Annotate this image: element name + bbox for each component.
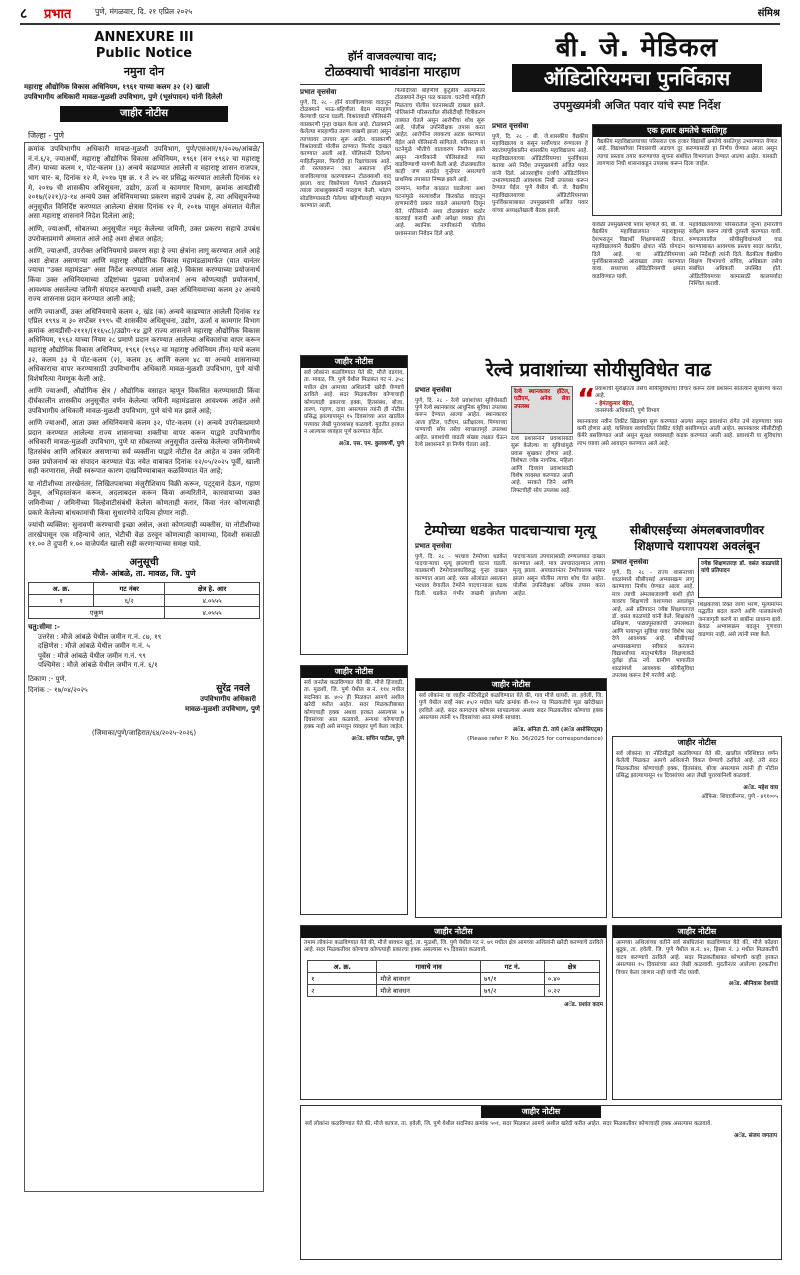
story-railway	[415, 358, 782, 518]
table-row	[308, 972, 600, 984]
callout-text: ज्येष्ठ शिक्षणतज्ज्ञ डॉ. वसंत काळपांडे यांचे प्रतिपादन	[701, 561, 779, 575]
table-cell: ०.४०	[544, 972, 599, 984]
table-header: गावाचे नाव	[377, 960, 481, 972]
annexure-title: ANNEXURE III	[94, 30, 194, 45]
place-line: ठिकाण :- पुणे.	[28, 674, 67, 683]
story-horn-dispute	[300, 50, 485, 350]
divider	[300, 84, 485, 85]
signatory-name: सुरेंद्र नवले	[216, 683, 250, 694]
boundary-east: पूर्वेस : मौजे आंबळे येथील जमीन ग.नं. ९९	[38, 651, 146, 660]
form-name: नमुना दोन	[123, 65, 165, 78]
story-body: पुणे, दि. २८ - हॉर्न वाजविल्याच्या वादातून टोळक्याने भाऊ-बहिणीला बेदम मारहाण केल्याची घटना घडली. विश्रांतवाडी पोलिसांनी याप्रकरणी गुन्हा दाखल केला आहे. टोळक्याने केलेल्या मारहाणीत तरुण जखमी झाला असून त्याच्यावर उपचार सुरू आहेत. याप्रकरणी विश्रांतवाडी पोलीस ठाण्यात फिर्याद दाखल करण्यात आली आहे. पोलिसांनी दिलेल्या माहितीनुसार, फिर्यादी हा रिक्षाचालक आहे. तो रस्त्यावरून जात असताना हॉर्न वाजविल्याच्या कारणावरून टोळक्याशी वाद झाला. वाद विकोपाला गेल्याने टोळक्याने त्याला लाथाबुक्क्यांनी मारहाण केली. भांडण सोडविण्यासाठी गेलेल्या बहिणीलाही मारहाण करण्यात आली.	[300, 99, 391, 210]
annexure-notice	[24, 30, 264, 1265]
notice-heading: जाहीर नोटीस	[60, 106, 228, 122]
act-line-2: उपविभागीय अधिकारी मावळ-मुळशी उपविभाग, पुणे (भूसंपादन) यांनी दिलेली	[24, 92, 223, 101]
section-name: संमिश्र	[757, 8, 780, 19]
story-body: यावेळी उपमुख्यमंत्री पवार म्हणाले की, बी. जे. वैद्यकीय महाविद्यालयात महाराष्ट्रासह देशभरातून विद्यार्थी शिक्षणासाठी येतात. महाविद्यालयाने वैद्यकीय क्षेत्रात मोठे योगदान दिले आहे. या ऑडिटोरियमच्या पुनर्विकासासाठी आराखडा तयार करण्यात यावा. सध्याच्या ऑडिटोरियमची क्षमता वाढविण्यात यावी.	[592, 222, 685, 280]
notice-sign: अॅड. संजय जगताप	[734, 1133, 777, 1140]
story-headline: टोळक्याची भावंडांना मारहाण	[324, 65, 461, 80]
table-cell: १	[308, 972, 377, 984]
table-cell: मौजे बावधन	[377, 972, 481, 984]
notice-heading: जाहीर नोटीस	[613, 926, 781, 938]
quote-text: प्रवाशांची सुरक्षितता तसेच सोयीसुविधांचा विचार करून रेल्वे प्रशासन सातत्याने सुधारणा करत आहे.	[595, 386, 782, 400]
highlight-text: रेल्वे स्थानकावर हॉटेल, एटीएम, अनेक सेवा उपलब्ध	[514, 389, 570, 410]
highlight-box	[511, 386, 573, 434]
boundary-north: उत्तरेस : मौजे आंबळे येथील जमीन ग.नं. ८७, १९	[38, 632, 162, 641]
story-body: पुणे, दि. २८ - भरधाव टेम्पोच्या धडकेत पादचाऱ्याचा मृत्यू झाल्याची घटना घडली. याप्रकरणी टेम्पोचालकाविरुद्ध गुन्हा दाखल करण्यात आला आहे. रस्ता ओलांडत असताना भरधाव वेगातील टेम्पोने पादचाऱ्याला धडक दिली. धडकेत गंभीर जखमी झालेल्या पादचाऱ्याला उपचारासाठी रुग्णालयात दाखल करण्यात आले, मात्र उपचारादरम्यान त्याचा मृत्यू झाला. अपघातानंतर टेम्पोचालक पसार झाला असून पोलीस त्याचा शोध घेत आहेत. पोलीस उपनिरीक्षक अधिक तपास करत आहेत.	[415, 553, 605, 597]
notice-sign: अॅड. प्रशांत कदम	[564, 1001, 603, 1008]
notice-sign: अॅड. सचिन पाटील, पुणे	[351, 735, 404, 742]
story-body: दरम्यान, मागील काळात घडलेल्या अशा घटनांमुळे रस्त्यावरील किरकोळ वादातून हाणामारीचे प्रकार वाढले असल्याचे दिसून येते. पोलिसांनी अशा टोळक्यांवर कठोर कारवाई करावी अशी अपेक्षा व्यक्त होत आहे. स्थानिक नागरिकांनी पोलीस प्रशासनाला निवेदन दिले आहे.	[395, 186, 485, 237]
boundary-title: चतु:सीमा :-	[28, 622, 60, 631]
story-body: पुणे, दि. २८ - बी. जे.शासकीय वैद्यकीय महाविद्यालय व ससून सर्वोपचार रुग्णालय हे स्वातंत्र्यपूर्वकालीन शासकीय महाविद्यालय आहे. महाविद्यालयाच्या ऑडिटोरियमचा पुनर्विकास करावा असे निर्देश उपमुख्यमंत्री अजित पवार यांनी दिले. आंतरराष्ट्रीय दर्जाचे ऑडिटोरियम उभारण्यासाठी आवश्यक निधी उपलब्ध करून देण्यात येईल. पुणे येथील बी. जे. वैद्यकीय महाविद्यालयाच्या ऑडिटोरियमच्या पुनर्विकासाबाबत उपमुख्यमंत्री अजित पवार यांच्या अध्यक्षतेखाली बैठक झाली.	[492, 133, 588, 214]
table-cell: ६/२	[94, 594, 165, 606]
notice-heading: जाहीर नोटीस	[301, 356, 407, 368]
signatory-office: मावळ-मुळशी उपविभाग, पुणे	[185, 704, 260, 713]
sidebar-body: वैद्यकीय महाविद्यालयाच्या परिसरात एक हजार विद्यार्थी क्षमतेचे वसतिगृह उभारण्यात येणार आहे. विद्यार्थ्यांच्या निवासाची अडचण दूर करण्यासाठी हा निर्णय घेण्यात आला असून त्याचा प्रस्ताव तयार करण्याच्या सूचना संबंधित विभागाला देण्यात आल्या आहेत. यासाठी लागणारा निधी शासनाकडून उपलब्ध करून दिला जाईल.	[597, 139, 777, 168]
notice-para-2: आणि, ज्याअर्थी, सोबतच्या अनुसूचीत नमूद केलेल्या जमिनी, उक्त प्रकरण सहाचे उपबंध उपरोक्तप्रमाणे अंमलात आले आहे अशा क्षेत्रात आहेत;	[28, 224, 260, 243]
schedule-subtitle: मौजे- आंबळे, ता. मावळ, जि. पुणे	[92, 568, 196, 578]
quote-attribution: - हेमंतकुमार बेहेरा,	[595, 400, 635, 407]
story-headline: सीबीएसईच्या अंमलबजावणीवर	[629, 523, 765, 537]
annexure-subtitle: Public Notice	[95, 46, 193, 61]
story-body: रेल्वे प्रशासनाने प्रवाशांसाठी सुरू केलेल्या या सुविधांमुळे प्रवास सुखकर होणार आहे. विशेषतः ज्येष्ठ नागरिक, महिला आणि दिव्यांग प्रवाशांसाठी विशेष व्यवस्था करण्यात आली आहे. सरकते जिने आणि लिफ्टचीही सोय उपलब्ध आहे.	[511, 436, 573, 494]
notice-para-1: क्रमांक उपविभागीय अधिकारी मावळ-मुळशी उपविभाग, पुणे/एसआर/१/२०२७/आंबळे/नं.नं.६/२, ज्याअर्थी, महाराष्ट्र औद्योगिक विकास अधिनियम, १९६१ (सन १९६२ चा महाराष्ट्र तीन) याच्या कलम १, पोट-कलम (३) अन्वये काढण्यात आलेली व महाराष्ट्र शासन राजपत्र, भाग चार- ब, दिनांक १२ मे, २०१७ पृष्ठ क्र. १ ते २५ वर प्रसिद्ध करण्यात आलेली दिनांक १२ मे, २०१७ ची शासकीय अधिसूचना, उद्योग, ऊर्जा व कामगार विभाग, क्रमांक आयडीसी २०१७/(२२१)/३-१४ अन्वये उक्त अधिनियमाच्या प्रकरण सहाचे उपबंध हे, त्या अधिसूचनेच्या अनुसूचीत विनिर्दिष्ट करण्यात आलेल्या क्षेत्रास दिनांक १२ मे, २०१७ पासून अंमलात येतील असा महाराष्ट्र शासनाने निदेश दिलेला आहे;	[28, 145, 260, 221]
story-tempo-accident	[415, 522, 605, 672]
notice-5	[300, 925, 607, 1100]
story-kicker: हॉर्न वाजवल्याचा वाद;	[348, 50, 437, 63]
notice-heading: जाहीर नोटीस	[481, 1106, 601, 1118]
table-cell: मौजे बावधन	[377, 984, 481, 996]
story-byline: प्रभात वृत्तसेवा	[612, 558, 649, 566]
callout-box	[698, 558, 782, 598]
notice-body: सर्व लोकांना या जाहीर नोटिसीद्वारे कळविण्यात येते की, गाव मौजे धायरी, ता. हवेली, जि. पुणे येथील सर्व्हे नंबर ४५/२ मधील फ्लॅट क्रमांक बी-१०२ या मिळकतीचे मूळ खरेदीखत हरविले आहे. सदर कागदपत्र कोणास सापडल्यास अथवा सदर मिळकतीवर कोणाचा हक्क असल्यास त्यांनी १५ दिवसांच्या आत संपर्क साधावा.	[419, 693, 603, 722]
notice-4	[612, 736, 782, 918]
notice-body-frame	[24, 142, 264, 1192]
brand-logo: प्रभात	[44, 7, 72, 22]
table-header: क्षेत्र	[544, 960, 599, 972]
notice-para-7: या नोटीशीच्या तारखेनंतर, लिखितपत्राच्या मंजुरीशिवाय विक्री करून, पट्ट्याने देऊन, गहाण ठेवून, अभिहस्तांकन करून, अदलाबदल करून किंवा अन्यरितीने, कारवायाच्या उक्त जमिनीच्या / जमिनीच्या विल्हेवाटीसंबंधी केलेला कोणताही करार, किंवा नंतर कोणत्याही प्रकारे केलेल्या बांधकामांची किंवा सुधारणेचे दायित्व होणार नाही.	[28, 479, 260, 517]
table-header: अ. क्र.	[308, 960, 377, 972]
page-number: ८	[20, 6, 28, 22]
notice-body: सर्व जनतेस कळविण्यात येते की, मौजे हिंजवडी, ता. मुळशी, जि. पुणे येथील स.नं. ११४ मधील सदनिका क्र. ४०२ ही मिळकत आमचे अशील खरेदी करीत आहेत. सदर मिळकतीबाबत कोणाचाही हक्क अथवा हरकत असल्यास ७ दिवसांच्या आत कळवावे, अन्यथा कोणाचाही हक्क नाही असे समजून व्यवहार पूर्ण केला जाईल.	[304, 680, 404, 731]
story-cbse	[612, 522, 782, 732]
table-cell: ४.०५५५	[165, 606, 260, 618]
quote-role: जनसंपर्क अधिकारी, पुणे विभाग	[595, 408, 660, 415]
notice-ref: (Please refer P. No. 36/2025 for correspondence)	[467, 736, 603, 743]
table-cell: एकूण	[29, 606, 165, 618]
notice-sign: अॅड. एस. एम. कुलकर्णी, पुणे	[338, 440, 404, 447]
story-headline: रेल्वे प्रवाशांच्या सोयीसुविधेत वाढ	[485, 359, 712, 381]
notice-sign: अॅड. श्रीनिवास देशपांडे	[728, 981, 778, 988]
notice-para-4: आणि ज्याअर्थी, उक्त अधिनियमाचे कलम २, खंड (क) अन्वये काढण्यात आलेली दिनांक १४ एप्रिल १९९४ व ३० सप्टेंबर १९९५ ची शासकीय अधिसूचना, उद्योग, ऊर्जा व कामगार विभाग क्रमांक आयडीसी-२१११/(११६५८)/उद्योग-१४ द्वारे राज्य शासनाने महाराष्ट्र औद्योगिक विकास अधिनियम, १९६२ याच्या नियम २८ प्रमाणे प्रदान करण्यात आलेल्या अधिकारांचा वापर करून महाराष्ट्र औद्योगिक विकास अधिनियम, १९६१ (१९६२ चा महाराष्ट्र अधिनियम तीन) याचे कलम ३२, कलम ३३ चे पोट-कलम (२), कलम ३६ आणि कलम ४८ या अन्वये शासनाच्या अधिकाराचा वापर करण्यासाठी उपविभागीय अधिकारी मावळ-मुळशी उपविभाग, पुणे यांची विशेषरित्या नेमणूक केली आहे.	[28, 307, 260, 383]
notice-para-8: ज्यांची व्यक्तिश: सुनावणी करण्याची इच्छा असेल, अशा कोणत्याही व्यक्तीस, या नोटीशीच्या तारखेपासून एक महिन्याचे आत, भेटीची वेळ ठरवून कोणत्याही कामाच्या, दिवशी सकाळी ११.०० ते दुपारी १.०० वाजेपर्यंत खाली सही करणाऱ्याच्या समक्ष यावे.	[28, 521, 260, 549]
notice-heading: जाहीर नोटीस	[301, 666, 407, 678]
notice-heading: जाहीर नोटीस	[301, 926, 606, 938]
notice-footer: (जिमाका/पुणे/जाहिरात/६४/२०२५-२०२६)	[91, 728, 197, 737]
story-byline: प्रभात वृत्तसेवा	[415, 386, 452, 394]
story-deck: उपमुख्यमंत्री अजित पवार यांचे स्पष्ट निर्देश	[553, 99, 721, 112]
notice-6	[612, 925, 782, 1100]
notice-heading: जाहीर नोटीस	[416, 679, 606, 691]
notice-para-6: आणि ज्याअर्थी, आता उक्त अधिनियमाचे कलम ३२, पोट-कलम (२) अन्वये उपरोक्तप्रमाणे प्रदान करण्यात आलेल्या राज्य शासनाच्या शक्तीचा वापर करून याद्वारे उपविभागीय अधिकारी मावळ-मुळशी उपविभाग, पुणे या सोबतच्या अनुसूचीत उल्लेख केलेल्या जमिनीमध्ये हितसंबंध आणि अधिकार असणाऱ्या सर्व व्यक्तींना याद्वारे नोटीस देत आहेत व उक्त जमिनी उक्त प्रयोजनार्थ का संपादन करण्यात येऊ नयेत याबाबत दिनांक १२/०५/२०२५ पूर्वी, खाली सही करणारास, लेखी स्वरूपात कारण दाखविण्याबाबत कळविण्यात येत आहे;	[28, 419, 260, 476]
notice-para-3: आणि, ज्याअर्थी, उपरोक्त अधिनियमाचे प्रकरण सहा हे ज्या क्षेत्रांना लागू करण्यात आले आहे अशा क्षेत्रात असणाऱ्या आणि महाराष्ट्र औद्योगिक विकास महामंडळामार्फत (यात यानंतर ज्याचा "उक्त महामंडळ" असा निर्देश करण्यात आला आहे.) विकास करण्याच्या प्रयोजनार्थ किंवा उक्त अधिनियमाच्या उद्दिष्टांच्या पुढच्या प्रयोजनार्थ अन्य कोणत्याही प्रयोजनार्थ, आवश्यक असलेल्या जमिनी संपादन करण्याची शक्ती, उक्त अधिनियमाच्या कलम ३२ अन्वये राज्य शासनास प्रदान करण्यात आली आहे;	[28, 247, 260, 304]
sidebar-title: एक हजार क्षमतेचे वसतिगृह	[593, 125, 781, 137]
signatory-designation: उपविभागीय अधिकारी	[200, 694, 256, 703]
schedule-title: अनुसूची	[129, 556, 159, 568]
table-header: गट नंबर	[94, 582, 165, 594]
act-line-1: महाराष्ट्र औद्योगिक विकास अधिनियम, १९६१ याच्या कलम ३२ (२) खाली	[24, 83, 210, 91]
quote-mark-icon: “	[577, 386, 596, 415]
table-cell: २	[308, 984, 377, 996]
story-byline: प्रभात वृत्तसेवा	[300, 88, 337, 96]
story-headline-2: शिक्षणाचे यशापयश अवलंबून	[634, 539, 760, 553]
table-header: अ. क्र.	[29, 582, 94, 594]
table-cell: ०.२२	[544, 984, 599, 996]
masthead	[20, 4, 780, 22]
story-headline-2: ऑडिटोरियमचा पुनर्विकास	[512, 64, 762, 92]
masthead-rule	[20, 23, 780, 25]
district-line: जिल्हा - पुणे	[28, 131, 65, 141]
story-bj-medical	[492, 32, 782, 352]
boundary-south: दक्षिणेस : मौजे आंबळे येथील जमीन ग.नं. ५	[38, 642, 151, 651]
small-notice-2	[300, 665, 408, 915]
table-row	[308, 984, 600, 996]
notice-sign: अॅड. अनिता टी. तापे (अॅड असोसिएट्स)	[512, 726, 603, 733]
story-body: फिर्यादीच्या बहिणीचे कुटुंबीय आल्यानंतर टोळक्याने तेथून पळ काढला. घटनेची माहिती मिळताच पोलीस घटनास्थळी दाखल झाले. पोलिसांनी परिसरातील सीसीटीव्ही चित्रीकरण ताब्यात घेतले असून आरोपींचा शोध सुरू आहे. पोलीस उपनिरीक्षक तपास करत आहेत. आरोपींना लवकरच अटक करण्यात येईल असे पोलिसांनी सांगितले. परिसरात या घटनेमुळे भीतीचे वातावरण निर्माण झाले असून नागरिकांनी पोलिसांकडे गस्त वाढविण्याची मागणी केली आहे. टोळक्यातील काही जण सराईत गुन्हेगार असल्याचे प्राथमिक तपासात निष्पन्न झाले आहे.	[395, 88, 485, 183]
story-byline: प्रभात वृत्तसेवा	[492, 122, 529, 130]
notice-sign: अॅड. महेश वाघ	[743, 784, 778, 791]
story-headline: बी. जे. मेडिकल	[555, 33, 719, 63]
table-cell: ४.०५५५	[165, 594, 260, 606]
table-cell: ७९/२	[480, 984, 544, 996]
table-header: क्षेत्र हे. आर	[165, 582, 260, 594]
notice-heading: जाहीर नोटीस	[677, 738, 717, 747]
story-body: महाविद्यालयाच्या परिसरातील जुन्या इमारतींचे सर्वेक्षण करून त्यांची दुरुस्ती करण्यात यावी. रुग्णालयातील सोयीसुविधांमध्ये वाढ करण्याबाबत आवश्यक प्रस्ताव सादर करावेत, असे निर्देशही त्यांनी दिले. बैठकीला वैद्यकीय शिक्षण विभागाचे सचिव, अधिष्ठाता तसेच संबंधित अधिकारी उपस्थित होते. ऑडिटोरियमच्या कामासाठी कालमर्यादा निश्चित करावी.	[689, 222, 782, 288]
sidebar-box	[592, 124, 782, 216]
notice-address: ऑफिस: शिवाजीनगर, पुणे - ४११००५	[701, 794, 778, 801]
notice-3	[415, 678, 607, 918]
notice-body: सर्व लोकांना या नोटिसीद्वारे कळविण्यात येते की, खालील परिशिष्टात वर्णन केलेली मिळकत आमचे अशिलांनी विकत घेण्याचे ठरविले आहे. तरी सदर मिळकतीवर कोणाचाही हक्क, हितसंबंध, बोजा असल्यास त्यांनी ही नोटीस प्रसिद्ध झाल्यापासून १४ दिवसांच्या आत लेखी पुराव्यानिशी कळवावे.	[616, 751, 778, 780]
story-body: शिक्षकांच्या रिक्त जागा भरणे, मूल्यमापन पद्धतीत बदल करणे आणि पालकांमध्ये जनजागृती करणे या बाबींना प्राधान्य द्यावे. केवळ अभ्यासक्रम बदलून गुणवत्ता वाढणार नाही, असे त्यांनी स्पष्ट केले.	[698, 602, 782, 638]
notice-table	[307, 960, 600, 997]
table-cell: १	[29, 594, 94, 606]
story-body: स्थानकावर नवीन तिकीट खिडक्या सुरू करण्यात आल्या असून प्रवाशांना रांगेत उभे राहण्याचा त्रास कमी होणार आहे. याशिवाय स्वयंचलित तिकीट यंत्रेही बसविण्यात आली आहेत. स्थानकावर सीसीटीव्ही कॅमेरे बसविण्यात आले असून सुरक्षा व्यवस्थाही कडक करण्यात आली आहे. प्रवाशांनी या सुविधांचा लाभ घ्यावा असे आवाहन करण्यात आले आहे.	[577, 418, 782, 447]
story-body: पुणे, दि. २८ - रेल्वे प्रवाशांच्या सुविधेसाठी पुणे रेल्वे स्थानकावर आधुनिक सुविधा उपलब्ध करून देण्यात आल्या आहेत. स्थानकावर आता हॉटेल, एटीएम, प्रतीक्षालय, पिण्याच्या पाण्याची सोय तसेच स्वच्छतागृहे उपलब्ध आहेत. प्रवाशांची वाढती संख्या लक्षात घेऊन रेल्वे प्रशासनाने हा निर्णय घेतला आहे.	[415, 397, 507, 449]
boundary-west: पश्चिमेस : मौजे आंबळे येथील जमीन ग.नं. ६/१	[38, 661, 158, 670]
story-byline: प्रभात वृत्तसेवा	[415, 542, 452, 550]
notice-body: आमच्या अशिलांच्या वतीने सर्व संबंधितांना कळविण्यात येते की, मौजे कोंढवा बुद्रुक, ता. हवेली, जि. पुणे येथील स.नं. ४२, हिस्सा नं. ३ मधील मिळकतीचे वाटप करण्याचे ठरविले आहे. सदर मिळकतीबाबत कोणाची काही हरकत असल्यास १५ दिवसांच्या आत लेखी कळवावी. मुदतीनंतर आलेल्या हरकतींचा विचार केला जाणार नाही याची नोंद घ्यावी.	[616, 940, 778, 976]
notice-body: तमाम लोकांना कळविण्यात येते की, मौजे बावधन खुर्द, ता. मुळशी, जि. पुणे येथील गट नं. ७९ मधील क्षेत्र आमच्या अशिलांनी खरेदी करण्याचे ठरविले आहे. सदर मिळकतीवर कोणाचा कोणत्याही प्रकारचा हक्क असल्यास १५ दिवसांत कळवावे.	[304, 940, 603, 954]
notice-body: सर्व लोकांना कळविण्यात येते की, मौजे कात्रज, ता. हवेली, जि. पुणे येथील सदनिका क्रमांक ५०१, सदर मिळकत आमचे अशील खरेदी करीत आहेत. सदर मिळकतीवर कोणाचाही हक्क असल्यास कळवावे.	[305, 1121, 712, 1127]
story-body: पुणे, दि. २८ - राज्य शासनाच्या शाळांमध्ये सीबीएसई अभ्यासक्रम लागू करण्याचा निर्णय घेण्यात आला आहे. मात्र त्याची अंमलबजावणी कशी होते यावरच शिक्षणाचे यशापयश अवलंबून आहे, असे प्रतिपादन ज्येष्ठ शिक्षणतज्ज्ञ डॉ. वसंत काळपांडे यांनी केले. शिक्षकांचे प्रशिक्षण, पाठ्यपुस्तकांची उपलब्धता आणि पायाभूत सुविधा यावर विशेष लक्ष देणे आवश्यक आहे. सीबीएसई अभ्यासक्रमाचा स्वीकार करताना विद्यार्थ्यांच्या मातृभाषेतील शिक्षणाकडे दुर्लक्ष होऊ नये. ग्रामीण भागातील शाळांमध्ये आवश्यक सोयीसुविधा उपलब्ध करून देणे गरजेचे आहे.	[612, 569, 694, 680]
dateline: पुणे, मंगळवार, दि. २१ एप्रिल २०२५	[95, 7, 193, 16]
table-cell: ७९/१	[480, 972, 544, 984]
notice-para-5: आणि ज्याअर्थी, औद्योगिक क्षेत्र / औद्योगिक वसाहत म्हणून विकसित करण्यासाठी किंवा दीर्घकालीन शासकीय अनुसूचीत वर्णन केलेल्या जमिनी महामंडळास आवश्यक आहेत असे उपविभागीय अधिकारी मावळ-मुळशी उपविभाग, पुणे यांचे मत झाले आहे;	[28, 387, 260, 415]
date-line: दिनांक :- १७/०४/२०२५	[28, 685, 88, 694]
story-headline: टेम्पोच्या धडकेत पादचाऱ्याचा मृत्यू	[424, 523, 596, 539]
notice-7	[300, 1105, 782, 1260]
small-notice-1	[300, 355, 408, 655]
notice-body: सर्व लोकांना कळविण्यात येते की, मौजे वडगाव, ता. मावळ, जि. पुणे येथील मिळकत गट नं. ३५८ मधील क्षेत्र आमच्या अशिलांनी खरेदी घेण्याचे ठरविले आहे. सदर मिळकतीवर कोणाचाही कोणत्याही प्रकारचा हक्क, हितसंबंध, बोजा, तारण, गहाण, दावा असल्यास त्यांनी ही नोटीस प्रसिद्ध झाल्यापासून १५ दिवसांच्या आत खालील पत्त्यावर लेखी पुराव्यासह कळवावे. मुदतीत हरकत न आल्यास व्यवहार पूर्ण करण्यात येईल.	[304, 370, 404, 436]
table-header: गट नं.	[480, 960, 544, 972]
